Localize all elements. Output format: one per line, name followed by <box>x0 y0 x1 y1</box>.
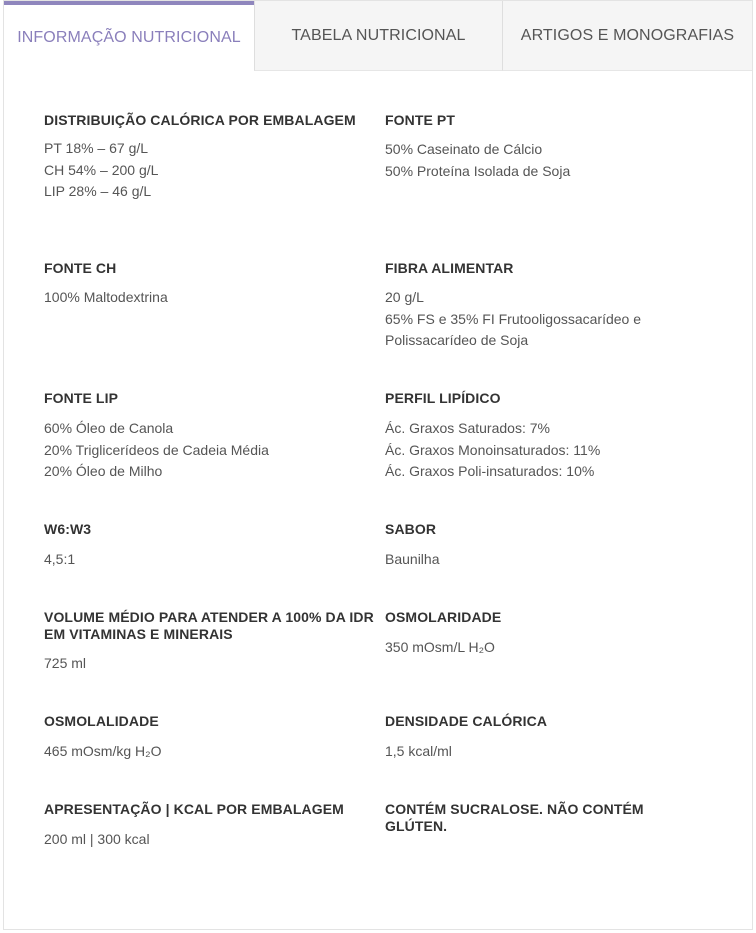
section-value: 20% Triglicerídeos de Cadeia Média <box>44 441 269 458</box>
section-label: FONTE PT <box>385 112 456 128</box>
section-label: FIBRA ALIMENTAR <box>385 260 514 276</box>
section-densidade-calorica <box>385 713 715 763</box>
section-value: Baunilha <box>385 551 440 567</box>
section-label: SABOR <box>385 521 437 537</box>
section-value: 20% Óleo de Milho <box>44 463 163 479</box>
section-label: OSMOLARIDADE <box>385 609 502 625</box>
section-value: 725 ml <box>44 655 87 671</box>
section-value: 350 mOsm/L H₂O <box>385 639 495 655</box>
section-label: FONTE LIP <box>44 390 119 406</box>
section-w6-w3 <box>44 521 374 571</box>
section-value: 4,5:1 <box>44 551 76 567</box>
section-value: Ác. Graxos Saturados: 7% <box>385 420 550 436</box>
section-value: LIP 28% – 46 g/L <box>44 183 152 199</box>
section-label: DISTRIBUIÇÃO CALÓRICA POR EMBALAGEM <box>44 112 356 128</box>
section-label: PERFIL LIPÍDICO <box>385 390 501 406</box>
section-fibra-alimentar <box>385 260 715 352</box>
section-apresentacao <box>44 801 374 851</box>
section-value: 20 g/L <box>385 289 424 305</box>
section-value: 65% FS e 35% FI Frutooligossacarídeo e <box>385 310 642 327</box>
section-label: FONTE CH <box>44 260 117 276</box>
section-label: CONTÉM SUCRALOSE. NÃO CONTÉM GLÚTEN. <box>385 801 644 834</box>
section-value: PT 18% – 67 g/L <box>44 140 149 156</box>
section-label: W6:W3 <box>44 521 92 537</box>
tab-tabela-nutricional[interactable]: TABELA NUTRICIONAL <box>254 1 502 71</box>
section-label: APRESENTAÇÃO | KCAL POR EMBALAGEM <box>44 801 344 817</box>
section-value: 50% Caseinato de Cálcio <box>385 141 543 157</box>
section-label: OSMOLALIDADE <box>44 713 159 729</box>
section-osmolaridade <box>385 609 715 659</box>
section-value: 200 ml | 300 kcal <box>44 831 150 847</box>
section-contem-sucralose <box>385 801 685 835</box>
section-label: DENSIDADE CALÓRICA <box>385 713 548 729</box>
section-osmolalidade <box>44 713 374 763</box>
section-label: VOLUME MÉDIO PARA ATENDER A 100% DA IDR EM VITAMINAS E MINERAIS <box>44 609 374 642</box>
section-fonte-ch <box>44 260 374 309</box>
section-fonte-lip <box>44 390 374 483</box>
tab-artigos-e-monografias[interactable]: ARTIGOS E MONOGRAFIAS <box>502 1 752 71</box>
nutrition-panel <box>3 0 753 930</box>
section-sabor <box>385 521 715 571</box>
section-volume-medio <box>44 609 374 675</box>
tab-informacao-nutricional[interactable]: INFORMAÇÃO NUTRICIONAL <box>4 1 254 71</box>
section-value: Polissacarídeo de Soja <box>385 332 529 348</box>
section-value: 60% Óleo de Canola <box>44 420 174 436</box>
info-grid <box>4 1 752 929</box>
section-value: Ác. Graxos Poli-insaturados: 10% <box>385 463 595 479</box>
section-perfil-lipidico <box>385 390 715 483</box>
section-fonte-pt <box>385 112 715 182</box>
section-value: 465 mOsm/kg H₂O <box>44 743 162 759</box>
section-value: Ác. Graxos Monoinsaturados: 11% <box>385 441 601 458</box>
section-value: 100% Maltodextrina <box>44 289 168 305</box>
section-value: 1,5 kcal/ml <box>385 743 452 759</box>
section-value: CH 54% – 200 g/L <box>44 161 159 178</box>
section-distribuicao-calorica <box>44 112 374 203</box>
section-value: 50% Proteína Isolada de Soja <box>385 162 571 179</box>
